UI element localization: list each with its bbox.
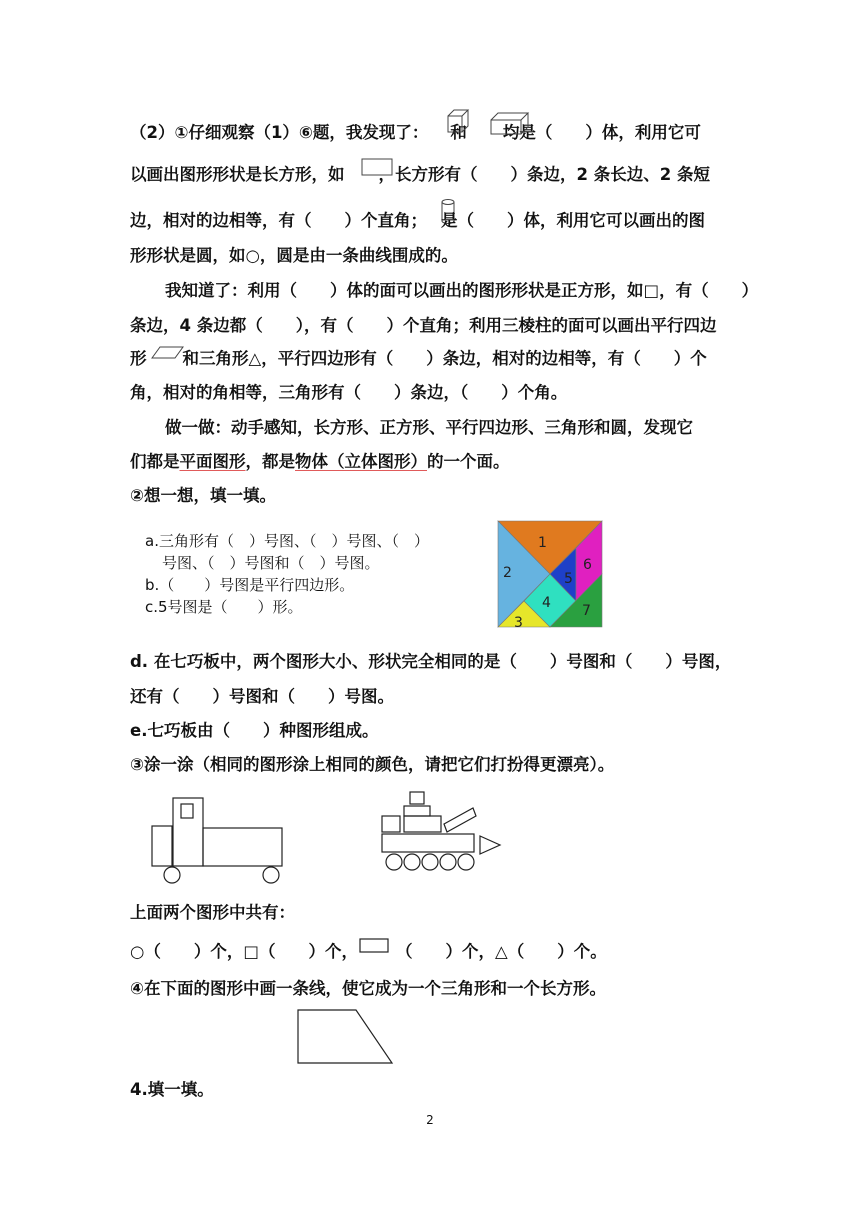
q2-line7-end: 和三角形△，平行四边形有（ ）条边，相对的边相等，有（ ）个 [182,349,707,368]
q2-line-9: 做一做：动手感知，长方形、正方形、平行四边形、三角形和圆，发现它 [165,418,693,437]
tangram-label-6: 6 [583,557,592,573]
q2-line10-c: ，都是 [245,452,295,471]
q2-line2-start: 以画出图形形状是长方形，如 [130,165,345,184]
q2-line-7 [130,349,707,369]
cuboid-icon [491,113,528,134]
q4-title: 4.填一填。 [130,1080,214,1099]
part4-title: ④在下面的图形中画一条线，使它成为一个三角形和一个长方形。 [130,979,606,998]
q2-line-8: 角，相对的角相等，三角形有（ ）条边，（ ）个角。 [130,383,568,402]
q2-line10-a: 们都是 [130,452,180,471]
q2-line-10 [130,452,510,472]
q2-line-4: 形形状是圆，如○，圆是由一条曲线围成的。 [130,246,458,265]
part2-d-line2: 还有（ ）号图和（ ）号图。 [130,687,394,706]
tangram-label-7: 7 [582,603,591,619]
part3-count-rect-triangle: （ ）个，△（ ）个。 [396,942,607,961]
cube-icon [448,110,468,132]
rectangle-count-icon [359,938,399,958]
tangram-label-2: 2 [503,565,512,581]
q2-line-2 [130,165,710,185]
part2-c: c.5号图是（ ）形。 [145,598,303,616]
part2-b: b.（ ）号图是平行四边形。 [145,576,355,594]
part2-a-line2: 号图、（ ）号图和（ ）号图。 [162,554,380,572]
part2-d-line1: d. 在七巧板中，两个图形大小、形状完全相同的是（ ）号图和（ ）号图， [130,652,732,671]
underlined-plane-figure: 平面图形 [179,452,246,471]
q2-and: 和 [450,123,467,142]
part2-a-line1: a.三角形有（ ）号图、（ ）号图、（ ） [145,532,429,550]
page-number: 2 [426,1113,434,1127]
q2-line10-e: 的一个面。 [427,452,510,471]
part3-summary: 上面两个图形中共有： [130,903,295,922]
tangram-label-1: 1 [538,535,547,551]
underlined-solid-figure: 物体（立体图形） [295,452,427,471]
q2-line7-start: 形 [130,349,147,368]
part2-title: ②想一想，填一填。 [130,486,276,505]
q2-line-6: 条边，4 条边都（ ），有（ ）个直角；利用三棱柱的面可以画出平行四边 [130,316,717,335]
part3-count-circle-square: ○（ ）个，□（ ）个， [130,942,358,961]
q2-line3-end: 是（ ）体，利用它可以画出的图 [441,211,705,230]
part2-e: e.七巧板由（ ）种图形组成。 [130,721,379,740]
trapezoid-figure [296,1008,416,1068]
q2-line-3 [130,211,705,231]
q2-line2-end: ，长方形有（ ）条边，2 条长边、2 条短 [378,165,710,184]
q2-line3-start: 边，相对的边相等，有（ ）个直角； [130,211,427,230]
tangram-label-3: 3 [514,615,523,631]
q2-line1-end: 均是（ ）体，利用它可 [502,123,701,142]
q2-intro: （2）①仔细观察（1）⑥题，我发现了： [130,123,429,142]
tangram-label-5: 5 [564,571,573,587]
part3-title: ③涂一涂（相同的图形涂上相同的颜色，请把它们打扮得更漂亮）。 [130,755,615,774]
tank-figure [382,792,500,870]
coloring-figures [0,790,860,910]
q2-line-5: 我知道了：利用（ ）体的面可以画出的图形形状是正方形，如□，有（ ） [165,281,759,300]
tangram-figure [498,521,602,631]
truck-figure [152,798,282,883]
tangram-label-4: 4 [542,595,551,611]
